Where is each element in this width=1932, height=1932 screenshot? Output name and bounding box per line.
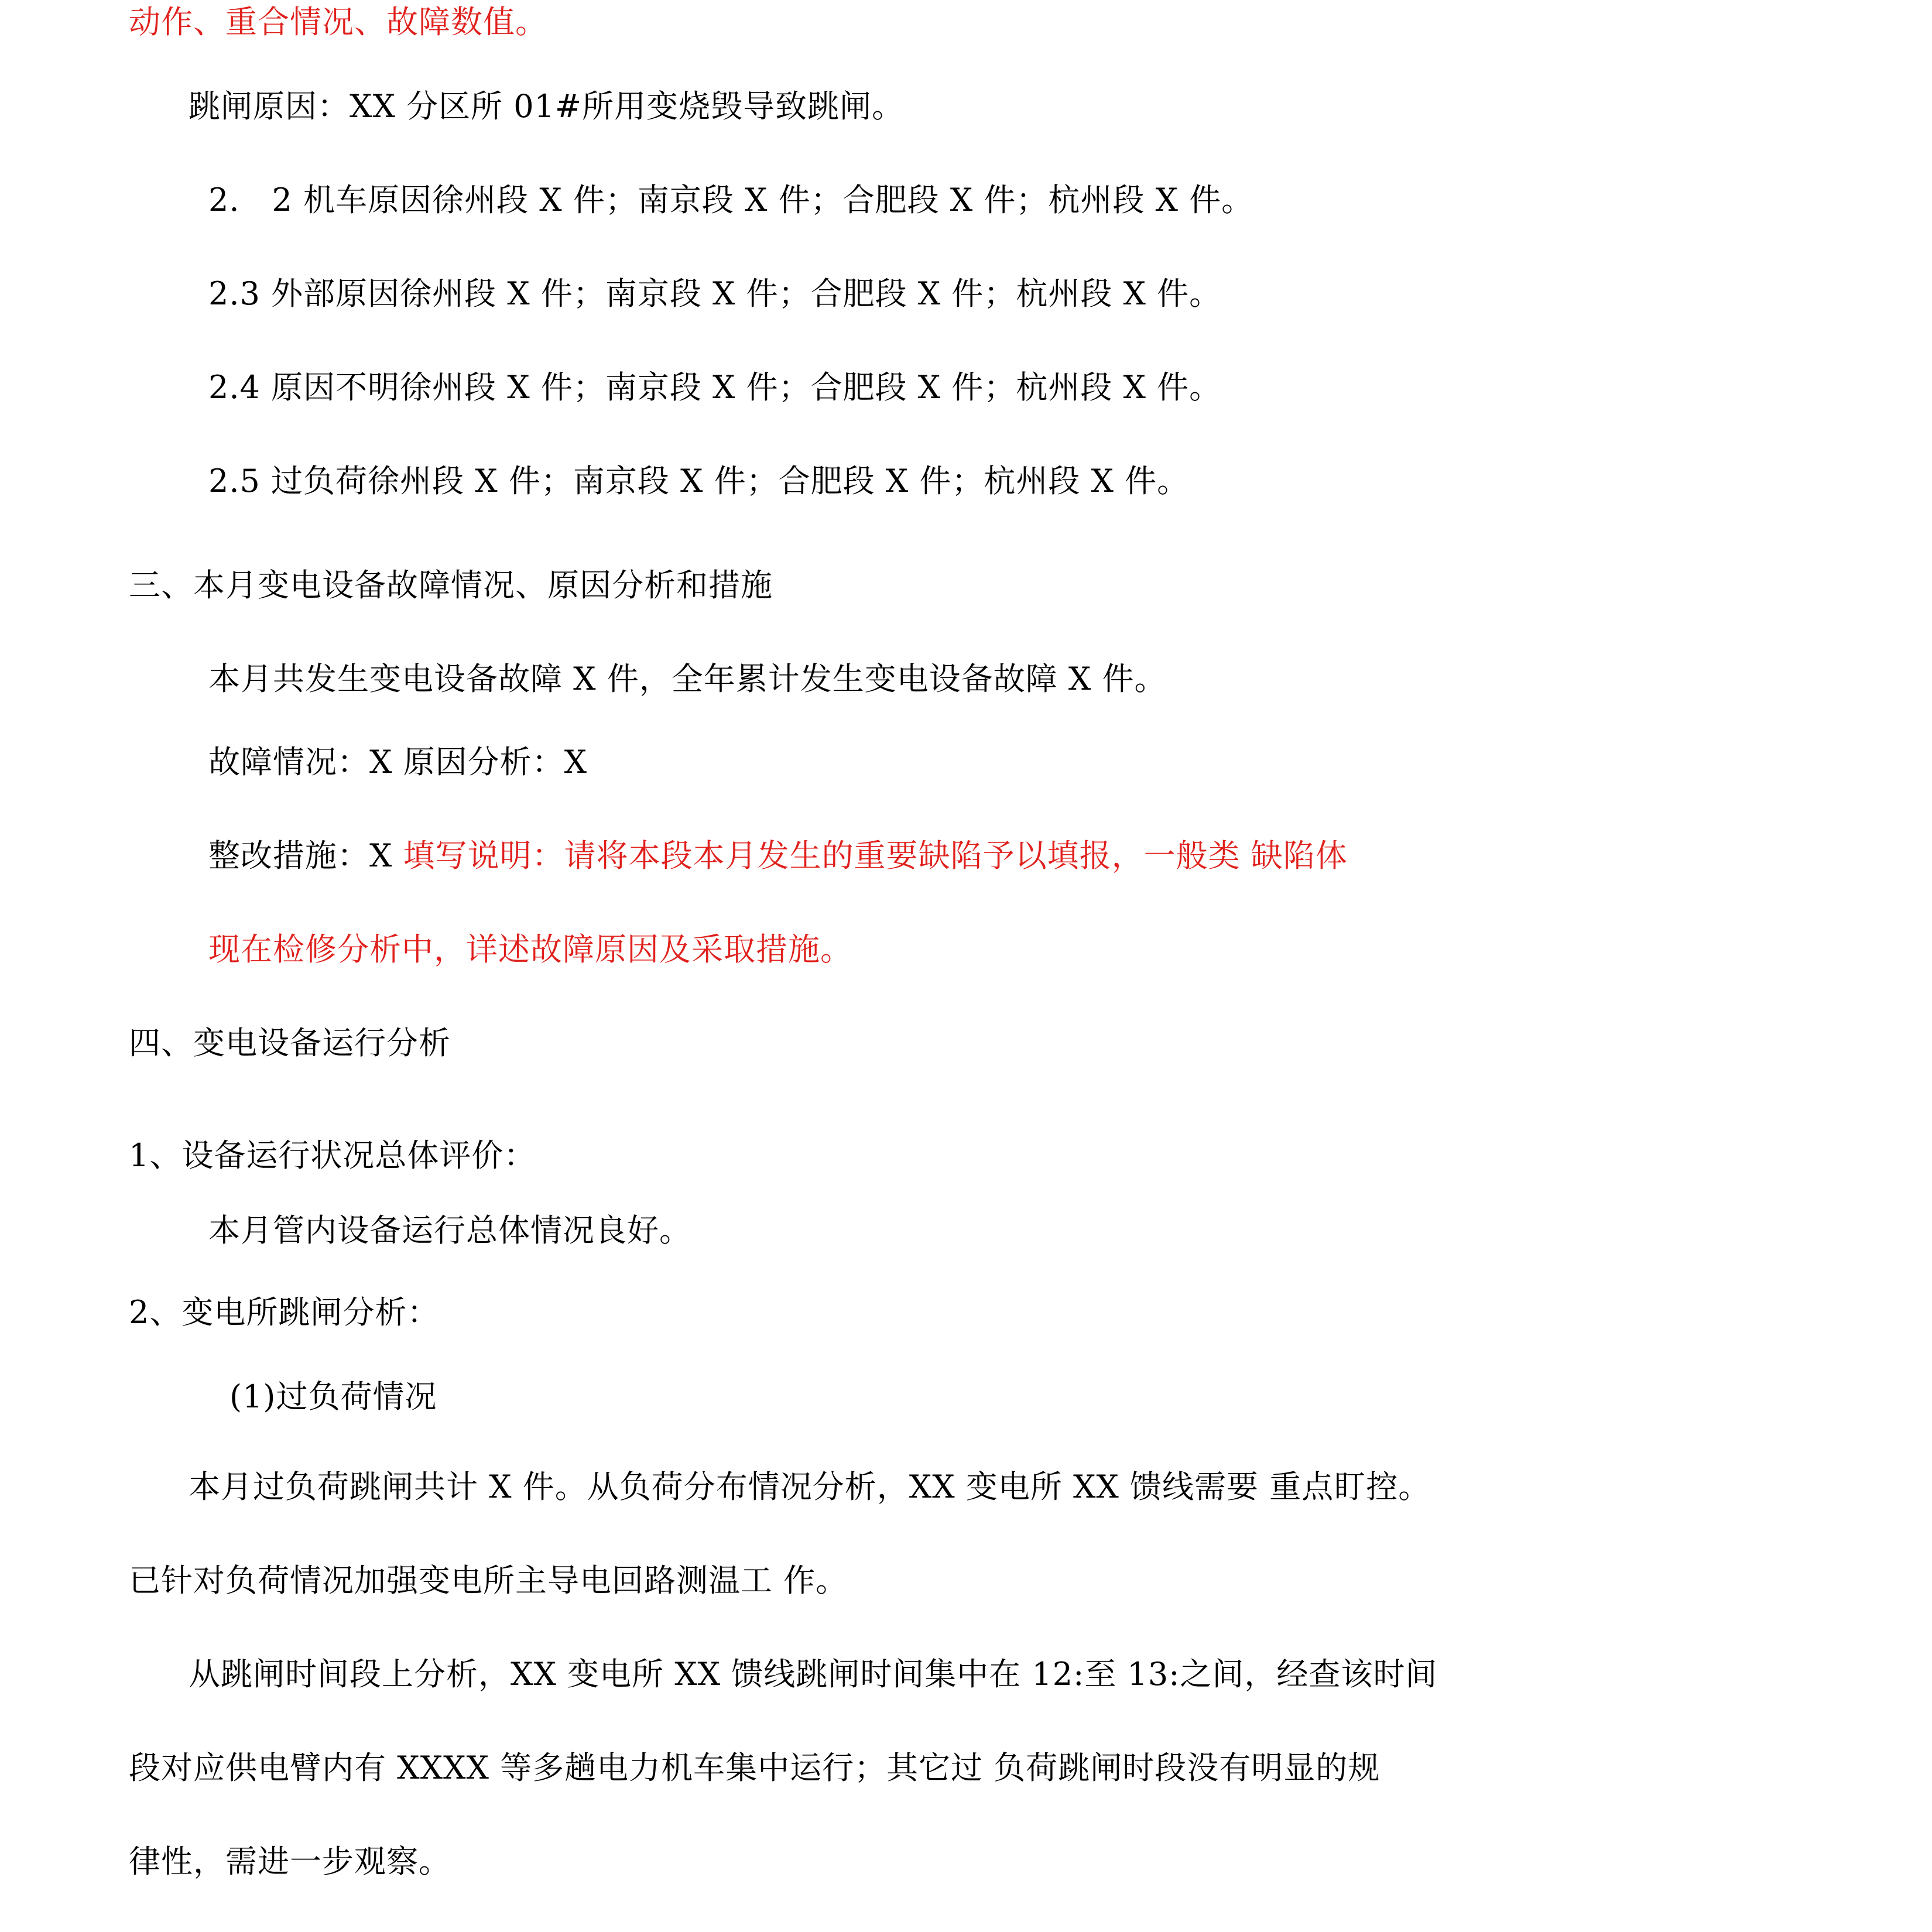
overload-para-1-cont: 已针对负荷情况加强变电所主导电回路测温工 作。 <box>129 1562 848 1599</box>
section-3-heading: 三、本月变电设备故障情况、原因分析和措施 <box>129 567 773 604</box>
measures-label: 整改措施：X <box>208 837 403 874</box>
trip-cause: 跳闸原因：XX 分区所 01#所用变烧毁导致跳闸。 <box>189 88 905 125</box>
item-2-3-external: 2.3 外部原因徐州段 X 件；南京段 X 件；合肥段 X 件；杭州段 X 件。 <box>208 275 1222 312</box>
subsection-1-heading: 1、设备运行状况总体评价： <box>129 1137 536 1174</box>
fault-analysis: 故障情况：X 原因分析：X <box>208 744 588 780</box>
overload-para-2-cont: 段对应供电臂内有 XXXX 等多趟电力机车集中运行；其它过 负荷跳闸时段没有明显的规 <box>129 1749 1381 1786</box>
fill-instruction: 填写说明：请将本段本月发生的重要缺陷予以填报，一般类 缺陷体 <box>403 837 1348 874</box>
fill-instruction-cont: 现在检修分析中，详述故障原因及采取措施。 <box>208 931 852 968</box>
overload-para-1: 本月过负荷跳闸共计 X 件。从负荷分布情况分析，XX 变电所 XX 馈线需要 重点盯控。 <box>189 1468 1431 1505</box>
item-2-4-unknown: 2.4 原因不明徐州段 X 件；南京段 X 件；合肥段 X 件；杭州段 X 件。 <box>208 369 1222 406</box>
fault-data-note: 动作、重合情况、故障数值。 <box>129 4 547 40</box>
subsection-2-heading: 2、变电所跳闸分析： <box>129 1294 440 1331</box>
rectification-measures <box>208 837 1348 875</box>
overall-status: 本月管内设备运行总体情况良好。 <box>208 1212 691 1249</box>
fault-count: 本月共发生变电设备故障 X 件，全年累计发生变电设备故障 X 件。 <box>208 660 1167 697</box>
item-2-5-overload: 2.5 过负荷徐州段 X 件；南京段 X 件；合肥段 X 件；杭州段 X 件。 <box>208 463 1190 499</box>
overload-heading: (1)过负荷情况 <box>229 1378 437 1415</box>
item-2-2-locomotive: 2. 2 机车原因徐州段 X 件；南京段 X 件；合肥段 X 件；杭州段 X 件。 <box>208 181 1254 218</box>
overload-para-2-end: 律性，需进一步观察。 <box>129 1843 451 1880</box>
overload-para-2: 从跳闸时间段上分析，XX 变电所 XX 馈线跳闸时间集中在 12:至 13:之间，经查该时间 <box>189 1656 1438 1693</box>
section-4-heading: 四、变电设备运行分析 <box>129 1025 451 1061</box>
